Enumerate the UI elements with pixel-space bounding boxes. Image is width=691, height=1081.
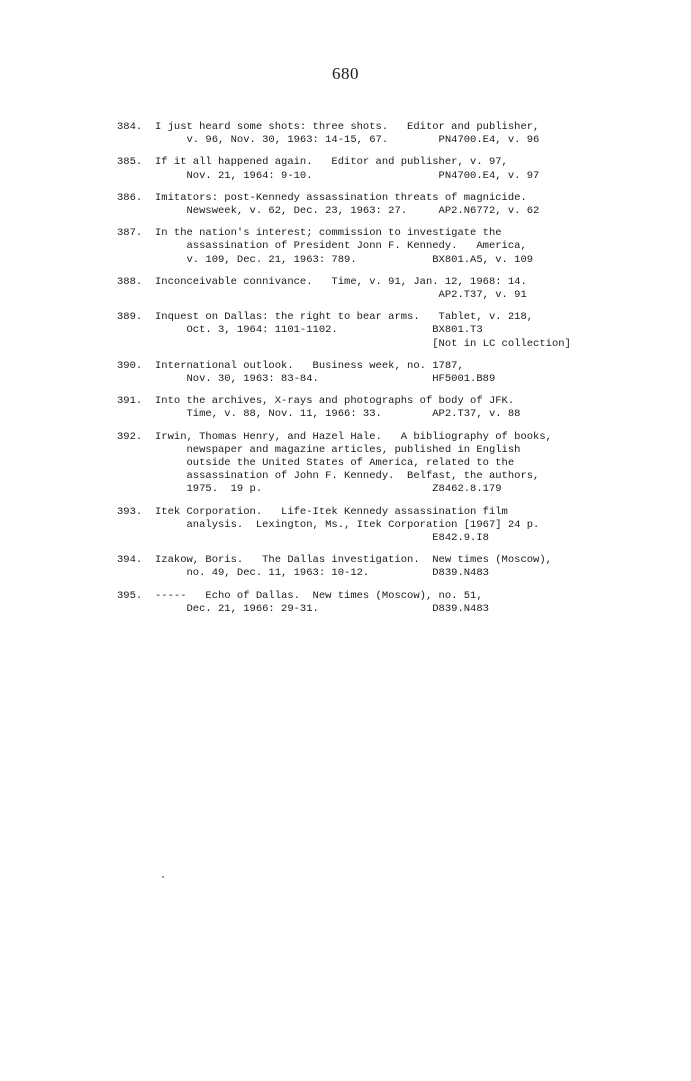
bibliography-entry — [117, 590, 687, 616]
entry-citation — [155, 276, 687, 302]
entry-citation — [155, 590, 687, 616]
entry-citation — [155, 311, 687, 351]
citation-line: If it all happened again. Editor and publisher, v. 97, — [155, 156, 508, 169]
page-number: 680 — [332, 64, 359, 83]
entry-number: 393. — [117, 505, 143, 518]
citation-line: Into the archives, X-rays and photographs of body of JFK. — [155, 395, 515, 408]
citation-line: 1975. 19 p. Z8462.8.179 — [155, 483, 502, 496]
citation-line: newspaper and magazine articles, published in English — [155, 443, 521, 456]
citation-line: assassination of John F. Kennedy. Belfast, the authors, — [155, 470, 540, 483]
bibliography-entry — [117, 192, 687, 218]
entry-citation — [155, 395, 687, 421]
entry-number: 394. — [117, 554, 143, 567]
citation-line: ----- Echo of Dallas. New times (Moscow), no. 51, — [155, 589, 483, 602]
bibliography-entry — [117, 360, 687, 386]
entry-citation — [155, 121, 687, 147]
entry-number: 392. — [117, 430, 143, 443]
citation-line: Inconceivable connivance. Time, v. 91, Jan. 12, 1968: 14. — [155, 275, 527, 288]
entry-citation — [155, 360, 687, 386]
bibliography-entry — [117, 431, 687, 497]
citation-line: no. 49, Dec. 11, 1963: 10-12. D839.N483 — [155, 567, 489, 580]
citation-line: International outlook. Business week, no. 1787, — [155, 359, 464, 372]
citation-line: [Not in LC collection] — [155, 337, 571, 350]
entry-number: 386. — [117, 191, 143, 204]
citation-line: Imitators: post-Kennedy assassination threats of magnicide. — [155, 191, 527, 204]
bibliography-entry — [117, 276, 687, 302]
citation-line: Irwin, Thomas Henry, and Hazel Hale. A bibliography of books, — [155, 430, 552, 443]
citation-line: Newsweek, v. 62, Dec. 23, 1963: 27. AP2.N6772, v. 62 — [155, 205, 540, 218]
scan-speck — [162, 876, 164, 878]
entry-number: 387. — [117, 227, 143, 240]
citation-line: assassination of President Jonn F. Kennedy. America, — [155, 240, 527, 253]
entry-citation — [155, 156, 687, 182]
citation-line: Nov. 30, 1963: 83-84. HF5001.B89 — [155, 373, 496, 386]
entry-citation — [155, 227, 687, 267]
citation-line: v. 96, Nov. 30, 1963: 14-15, 67. PN4700.E4, v. 96 — [155, 134, 540, 147]
entry-number: 389. — [117, 311, 143, 324]
bibliography-list — [117, 121, 687, 625]
citation-line: Nov. 21, 1964: 9-10. PN4700.E4, v. 97 — [155, 169, 540, 182]
citation-line: outside the United States of America, related to the — [155, 457, 515, 470]
citation-line: I just heard some shots: three shots. Editor and publisher, — [155, 121, 540, 133]
bibliography-entry — [117, 554, 687, 580]
citation-line: Inquest on Dallas: the right to bear arms. Tablet, v. 218, — [155, 311, 534, 324]
citation-line: Izakow, Boris. The Dallas investigation. New times (Moscow), — [155, 554, 552, 567]
entry-number: 388. — [117, 275, 143, 288]
entry-citation — [155, 554, 687, 580]
entry-number: 385. — [117, 156, 143, 169]
entry-number: 395. — [117, 589, 143, 602]
entry-number: 384. — [117, 121, 143, 133]
bibliography-entry — [117, 227, 687, 267]
bibliography-entry — [117, 156, 687, 182]
citation-line: E842.9.I8 — [155, 532, 489, 545]
bibliography-entry — [117, 395, 687, 421]
citation-line: Time, v. 88, Nov. 11, 1966: 33. AP2.T37, v. 88 — [155, 408, 521, 421]
citation-line: analysis. Lexington, Ms., Itek Corporation [1967] 24 p. — [155, 518, 540, 531]
entry-citation — [155, 431, 687, 497]
entry-citation — [155, 192, 687, 218]
entry-number: 390. — [117, 359, 143, 372]
bibliography-entry — [117, 121, 687, 147]
citation-line: In the nation's interest; commission to investigate the — [155, 227, 502, 240]
entry-citation — [155, 506, 687, 546]
citation-line: Dec. 21, 1966: 29-31. D839.N483 — [155, 602, 489, 615]
citation-line: Oct. 3, 1964: 1101-1102. BX801.T3 — [155, 324, 483, 337]
bibliography-entry — [117, 506, 687, 546]
entry-number: 391. — [117, 395, 143, 408]
citation-line: v. 109, Dec. 21, 1963: 789. BX801.A5, v. 109 — [155, 253, 534, 266]
citation-line: AP2.T37, v. 91 — [155, 289, 527, 302]
citation-line: Itek Corporation. Life-Itek Kennedy assassination film — [155, 505, 508, 518]
bibliography-entry — [117, 311, 687, 351]
